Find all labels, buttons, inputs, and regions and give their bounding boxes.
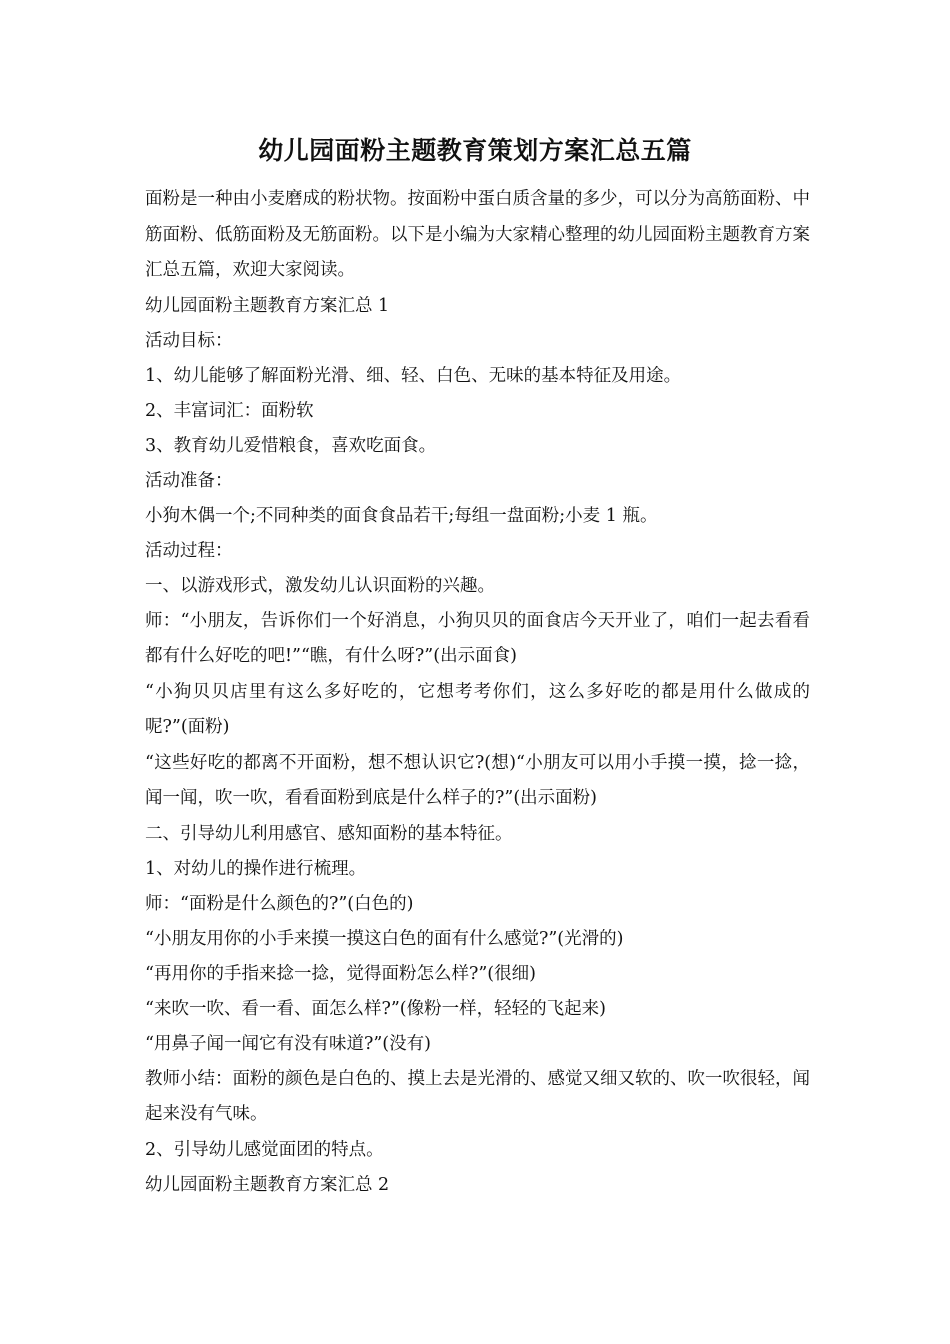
goal-item-3: 3、教育幼儿爱惜粮食，喜欢吃面食。: [145, 435, 437, 456]
document-body: [145, 182, 810, 1203]
activity-prep-text: 小狗木偶一个;不同种类的面食食品若干;每组一盘面粉;小麦 1 瓶。: [145, 505, 658, 526]
section-heading-1: 幼儿园面粉主题教育方案汇总 1: [145, 295, 390, 316]
dialogue-paragraph-2: “小狗贝贝店里有这么多好吃的，它想考考你们，这么多好吃的都是用什么做成的呢?”(面粉): [145, 681, 810, 737]
dialogue-paragraph-1: 师：“小朋友，告诉你们一个好消息，小狗贝贝的面食店今天开业了，咱们一起去看看都有什么好吃的吧!”“瞧，有什么呀?”(出示面食): [145, 610, 810, 666]
goal-item-2: 2、丰富词汇：面粉软: [145, 400, 314, 421]
goal-item-1: 1、幼儿能够了解面粉光滑、细、轻、白色、无味的基本特征及用途。: [145, 365, 682, 386]
section-heading-2: 幼儿园面粉主题教育方案汇总 2: [145, 1174, 390, 1195]
dialogue-line-touch: “小朋友用你的小手来摸一摸这白色的面有什么感觉?”(光滑的): [145, 928, 624, 949]
process-step-1: 一、以游戏形式，激发幼儿认识面粉的兴趣。: [145, 575, 495, 596]
dialogue-paragraph-3: “这些好吃的都离不开面粉，想不想认识它?(想)“小朋友可以用小手摸一摸，捻一捻，闻一闻，吹一吹，看看面粉到底是什么样子的?”(出示面粉): [145, 752, 810, 808]
activity-process-heading: 活动过程：: [145, 540, 233, 561]
activity-prep-heading: 活动准备：: [145, 470, 233, 491]
process-step-2: 二、引导幼儿利用感官、感知面粉的基本特征。: [145, 823, 513, 844]
teacher-summary: 教师小结：面粉的颜色是白色的、摸上去是光滑的、感觉又细又软的、吹一吹很轻，闻起来没有气味。: [145, 1068, 810, 1124]
dialogue-line-pinch: “再用你的手指来捻一捻，觉得面粉怎么样?”(很细): [145, 963, 536, 984]
dialogue-line-blow: “来吹一吹、看一看、面怎么样?”(像粉一样，轻轻的飞起来): [145, 998, 606, 1019]
document-title: 幼儿园面粉主题教育策划方案汇总五篇: [258, 136, 692, 165]
intro-paragraph: 面粉是一种由小麦磨成的粉状物。按面粉中蛋白质含量的多少，可以分为高筋面粉、中筋面粉、低筋面粉及无筋面粉。以下是小编为大家精心整理的幼儿园面粉主题教育方案汇总五篇，欢迎大家阅读。: [145, 189, 810, 280]
dialogue-line-smell: “用鼻子闻一闻它有没有味道?”(没有): [145, 1033, 431, 1054]
activity-goals-heading: 活动目标：: [145, 330, 233, 351]
process-substep-2: 2、引导幼儿感觉面团的特点。: [145, 1139, 384, 1160]
dialogue-line-color: 师：“面粉是什么颜色的?”(白色的): [145, 893, 414, 914]
process-substep-1: 1、对幼儿的操作进行梳理。: [145, 858, 367, 879]
